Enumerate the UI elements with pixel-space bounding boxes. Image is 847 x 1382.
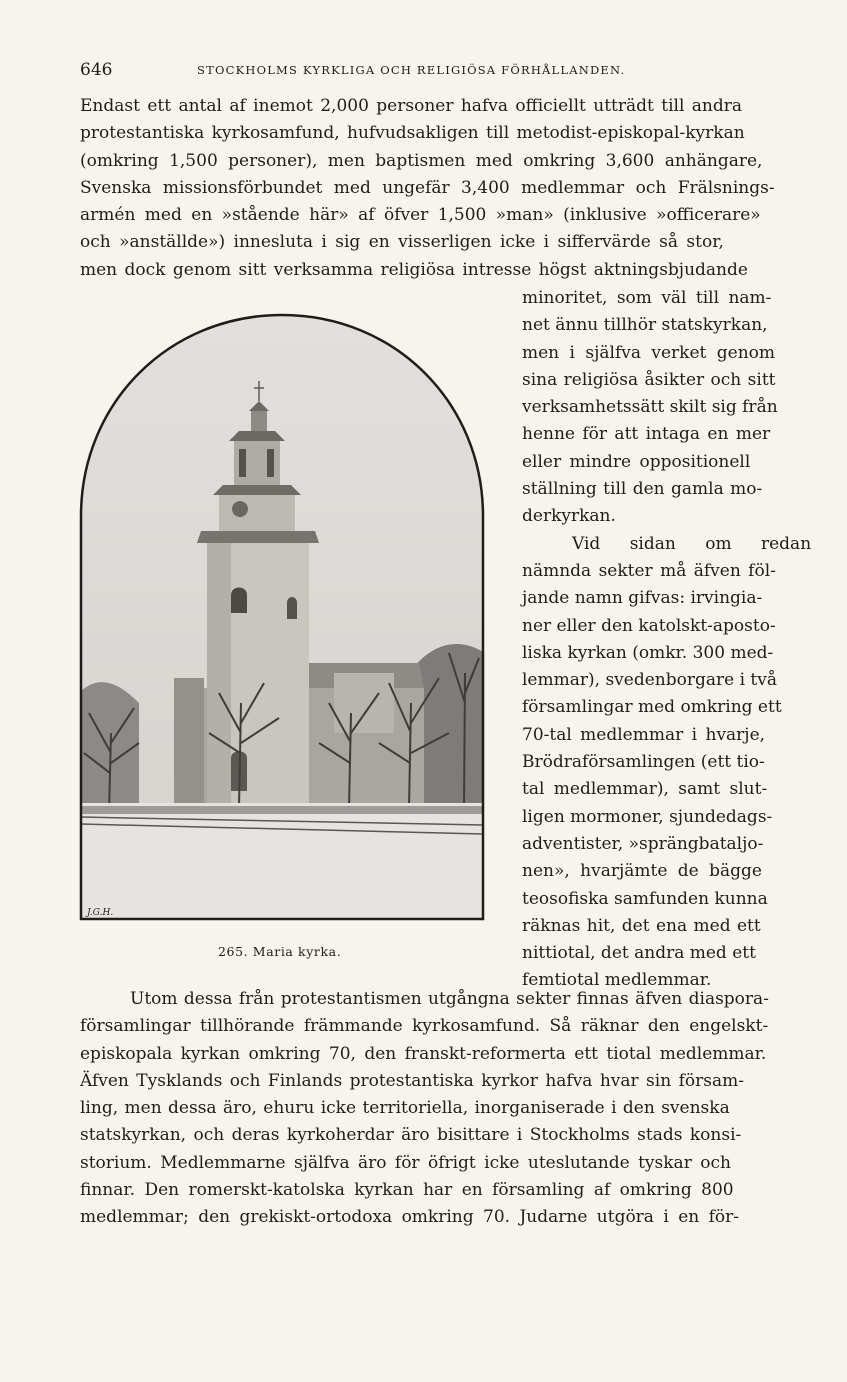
text-line: nämnda sekter må äfven föl- (522, 560, 776, 581)
text-line: storium. Medlemmarne själfva äro för öfrigt icke uteslutande tyskar och (80, 1152, 731, 1173)
text-line: protestantiska kyrkosamfund, hufvudsakligen till metodist-episkopal-kyrkan (80, 123, 745, 144)
text-line: men dock genom sitt verksamma religiösa intresse högst aktningsbjudande (80, 259, 748, 280)
text-line: armén med en »stående här» af öfver 1,500 »man» (inklusive »officerare» (80, 205, 761, 226)
artist-signature: J.G.H. (87, 908, 114, 918)
figure-caption: 265. Maria kyrka. (218, 944, 342, 959)
text-line: medlemmar; den grekiskt-ortodoxa omkring 70. Judarne utgöra i en för- (80, 1207, 739, 1228)
text-line: Svenska missionsförbundet med ungefär 3,400 medlemmar och Frälsnings- (80, 177, 775, 198)
text-line: ställning till den gamla mo- (522, 479, 763, 500)
text-line: (omkring 1,500 personer), men baptismen med omkring 3,600 anhängare, (80, 150, 763, 171)
text-line: episkopala kyrkan omkring 70, den franskt-reformerta ett tiotal medlemmar. (80, 1043, 767, 1064)
text-line: liska kyrkan (omkr. 300 med- (522, 642, 774, 663)
text-line: Utom dessa från protestantismen utgångna sekter finnas äfven diaspora- (130, 989, 769, 1009)
text-line: Vid sidan om redan (572, 533, 812, 554)
maria-kyrka-engraving (79, 313, 485, 921)
text-line: ner eller den katolskt-aposto- (522, 615, 776, 636)
text-line: församlingar med omkring ett (522, 697, 782, 718)
text-line: Brödraförsamlingen (ett tio- (522, 752, 765, 773)
text-line: ligen mormoner, sjundedags- (522, 806, 773, 827)
text-line: adventister, »sprängbataljo- (522, 833, 764, 854)
text-line: nen», hvarjämte de bägge (522, 861, 762, 882)
text-line: räknas hit, det ena med ett (522, 915, 761, 936)
text-line: 70-tal medlemmar i hvarje, (522, 724, 766, 745)
text-line: derkyrkan. (522, 506, 616, 527)
text-line: men i själfva verket genom (522, 342, 776, 363)
text-line: minoritet, som väl till nam- (522, 288, 772, 308)
text-line: net ännu tillhör statskyrkan, (522, 315, 768, 336)
text-line: teosofiska samfunden kunna (522, 888, 768, 909)
paragraph-1 (80, 93, 782, 284)
text-line: nittiotal, det andra med ett (522, 943, 756, 964)
text-line: verksamhetssätt skilt sig från (522, 397, 778, 418)
running-title: STOCKHOLMS KYRKLIGA OCH RELIGIÖSA FÖRHÅLLANDEN. (197, 63, 626, 77)
text-line: henne för att intaga en mer (522, 424, 771, 445)
text-line: lemmar), svedenborgare i två (522, 670, 777, 691)
text-line: ling, men dessa äro, ehuru icke territoriella, inorganiserade i den svenska (80, 1098, 730, 1119)
text-line: tal medlemmar), samt slut- (522, 779, 768, 800)
text-line: eller mindre oppositionell (522, 451, 751, 472)
text-line: statskyrkan, och deras kyrkoherdar äro bisittare i Stockholms stads konsi- (80, 1125, 742, 1146)
page-number: 646 (80, 60, 113, 80)
text-line: och »anställde») innesluta i sig en visserligen icke i siffervärde så stor, (80, 232, 724, 253)
paragraph-3 (80, 986, 782, 1232)
text-line: Endast ett antal af inemot 2,000 personer hafva officiellt utträdt till andra (80, 96, 743, 116)
page-header (80, 60, 782, 82)
text-line: Äfven Tysklands och Finlands protestantiska kyrkor hafva hvar sin försam- (80, 1070, 744, 1091)
text-line: församlingar tillhörande främmande kyrkosamfund. Så räknar den engelskt- (80, 1016, 769, 1037)
paragraph-2 (522, 285, 812, 995)
text-line: finnar. Den romerskt-katolska kyrkan har en församling af omkring 800 (80, 1180, 734, 1201)
text-line: sina religiösa åsikter och sitt (522, 369, 776, 390)
church-illustration (79, 313, 485, 921)
text-line: jande namn gifvas: irvingia- (522, 588, 763, 609)
text-line: femtiotal medlemmar. (522, 970, 712, 991)
